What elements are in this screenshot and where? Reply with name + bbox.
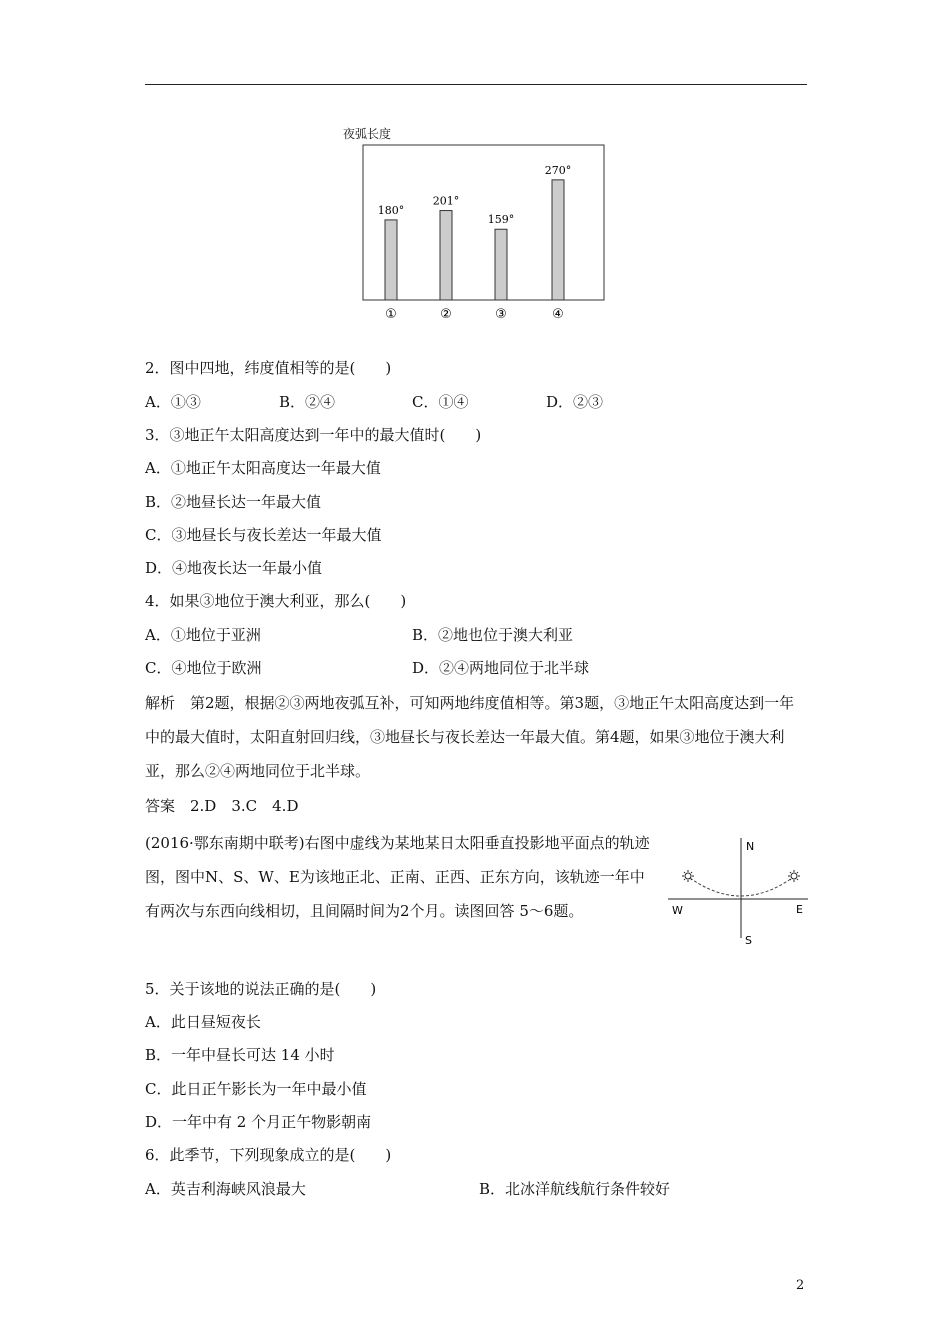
chart-value-label: 159° xyxy=(487,213,515,227)
chart-value-label: 201° xyxy=(432,194,460,208)
analysis-text: 解析 第2题，根据②③两地夜弧互补，可知两地纬度值相等。第3题，③地正午太阳高度达到一年中的最大值时，太阳直射回归线，③地昼长与夜长差达一年最大值。第4题，如果③地位于澳大利亚，那么②④两地同位于北半球。 xyxy=(145,694,795,780)
sun-icon xyxy=(682,870,694,882)
q2-stem: 2．图中四地，纬度值相等的是( ) xyxy=(145,359,392,377)
chart-category-label: ③ xyxy=(495,307,507,322)
chart-bar xyxy=(385,220,397,300)
q2-option-c: C．①④ xyxy=(412,393,469,411)
q3-option-c: C．③地昼长与夜长差达一年最大值 xyxy=(145,526,382,544)
q3-option-a: A．①地正午太阳高度达一年最大值 xyxy=(145,459,381,477)
sun-icon xyxy=(788,870,800,882)
q5-option-d: D．一年中有 2 个月正午物影朝南 xyxy=(145,1113,372,1131)
q4-option-d: D．②④两地同位于北半球 xyxy=(412,659,590,677)
q6-option-b: B．北冰洋航线航行条件较好 xyxy=(479,1180,671,1198)
compass-west: W xyxy=(672,904,683,917)
q3-option-d: D．④地夜长达一年最小值 xyxy=(145,559,323,577)
night-arc-chart xyxy=(340,124,615,324)
q4-option-c: C．④地位于欧洲 xyxy=(145,659,262,677)
q2-option-a: A．①③ xyxy=(145,393,201,411)
q4-option-a: A．①地位于亚洲 xyxy=(145,626,261,644)
passage-text: (2016·鄂东南期中联考)右图中虚线为某地某日太阳垂直投影地平面点的轨迹图，图中N、S、W、E为该地正北、正南、正西、正东方向，该轨迹一年中有两次与东西向线相切，且间隔时间为2个月。读图回答 5～6题。 xyxy=(145,834,650,920)
q6-stem: 6．此季节，下列现象成立的是( ) xyxy=(145,1146,392,1164)
q5-option-b: B．一年中昼长可达 14 小时 xyxy=(145,1046,335,1064)
q5-option-c: C．此日正午影长为一年中最小值 xyxy=(145,1080,367,1098)
chart-bar xyxy=(552,180,564,300)
q3-option-b: B．②地昼长达一年最大值 xyxy=(145,493,322,511)
chart-bar xyxy=(495,229,507,300)
chart-value-label: 180° xyxy=(377,203,405,217)
compass-east: E xyxy=(796,903,803,916)
q4-stem: 4．如果③地位于澳大利亚，那么( ) xyxy=(145,592,407,610)
q5-stem: 5．关于该地的说法正确的是( ) xyxy=(145,980,377,998)
q3-stem: 3．③地正午太阳高度达到一年中的最大值时( ) xyxy=(145,426,482,444)
page-number: 2 xyxy=(796,1278,805,1293)
compass-north: N xyxy=(746,840,755,853)
q6-option-a: A．英吉利海峡风浪最大 xyxy=(145,1180,306,1198)
q2-option-b: B．②④ xyxy=(279,393,336,411)
header-rule xyxy=(145,84,807,85)
chart-category-label: ② xyxy=(440,307,452,322)
chart-bar xyxy=(440,211,452,300)
q4-option-b: B．②地也位于澳大利亚 xyxy=(412,626,574,644)
q2-option-d: D．②③ xyxy=(546,393,604,411)
q5-option-a: A．此日昼短夜长 xyxy=(145,1013,261,1031)
sun-trajectory-diagram xyxy=(668,838,808,948)
chart-ylabel: 夜弧长度 xyxy=(343,127,392,141)
compass-south: S xyxy=(745,934,752,947)
answer-text: 答案 2.D 3.C 4.D xyxy=(145,797,299,815)
chart-category-label: ④ xyxy=(552,307,564,322)
chart-value-label: 270° xyxy=(544,163,572,177)
chart-category-label: ① xyxy=(385,307,397,322)
